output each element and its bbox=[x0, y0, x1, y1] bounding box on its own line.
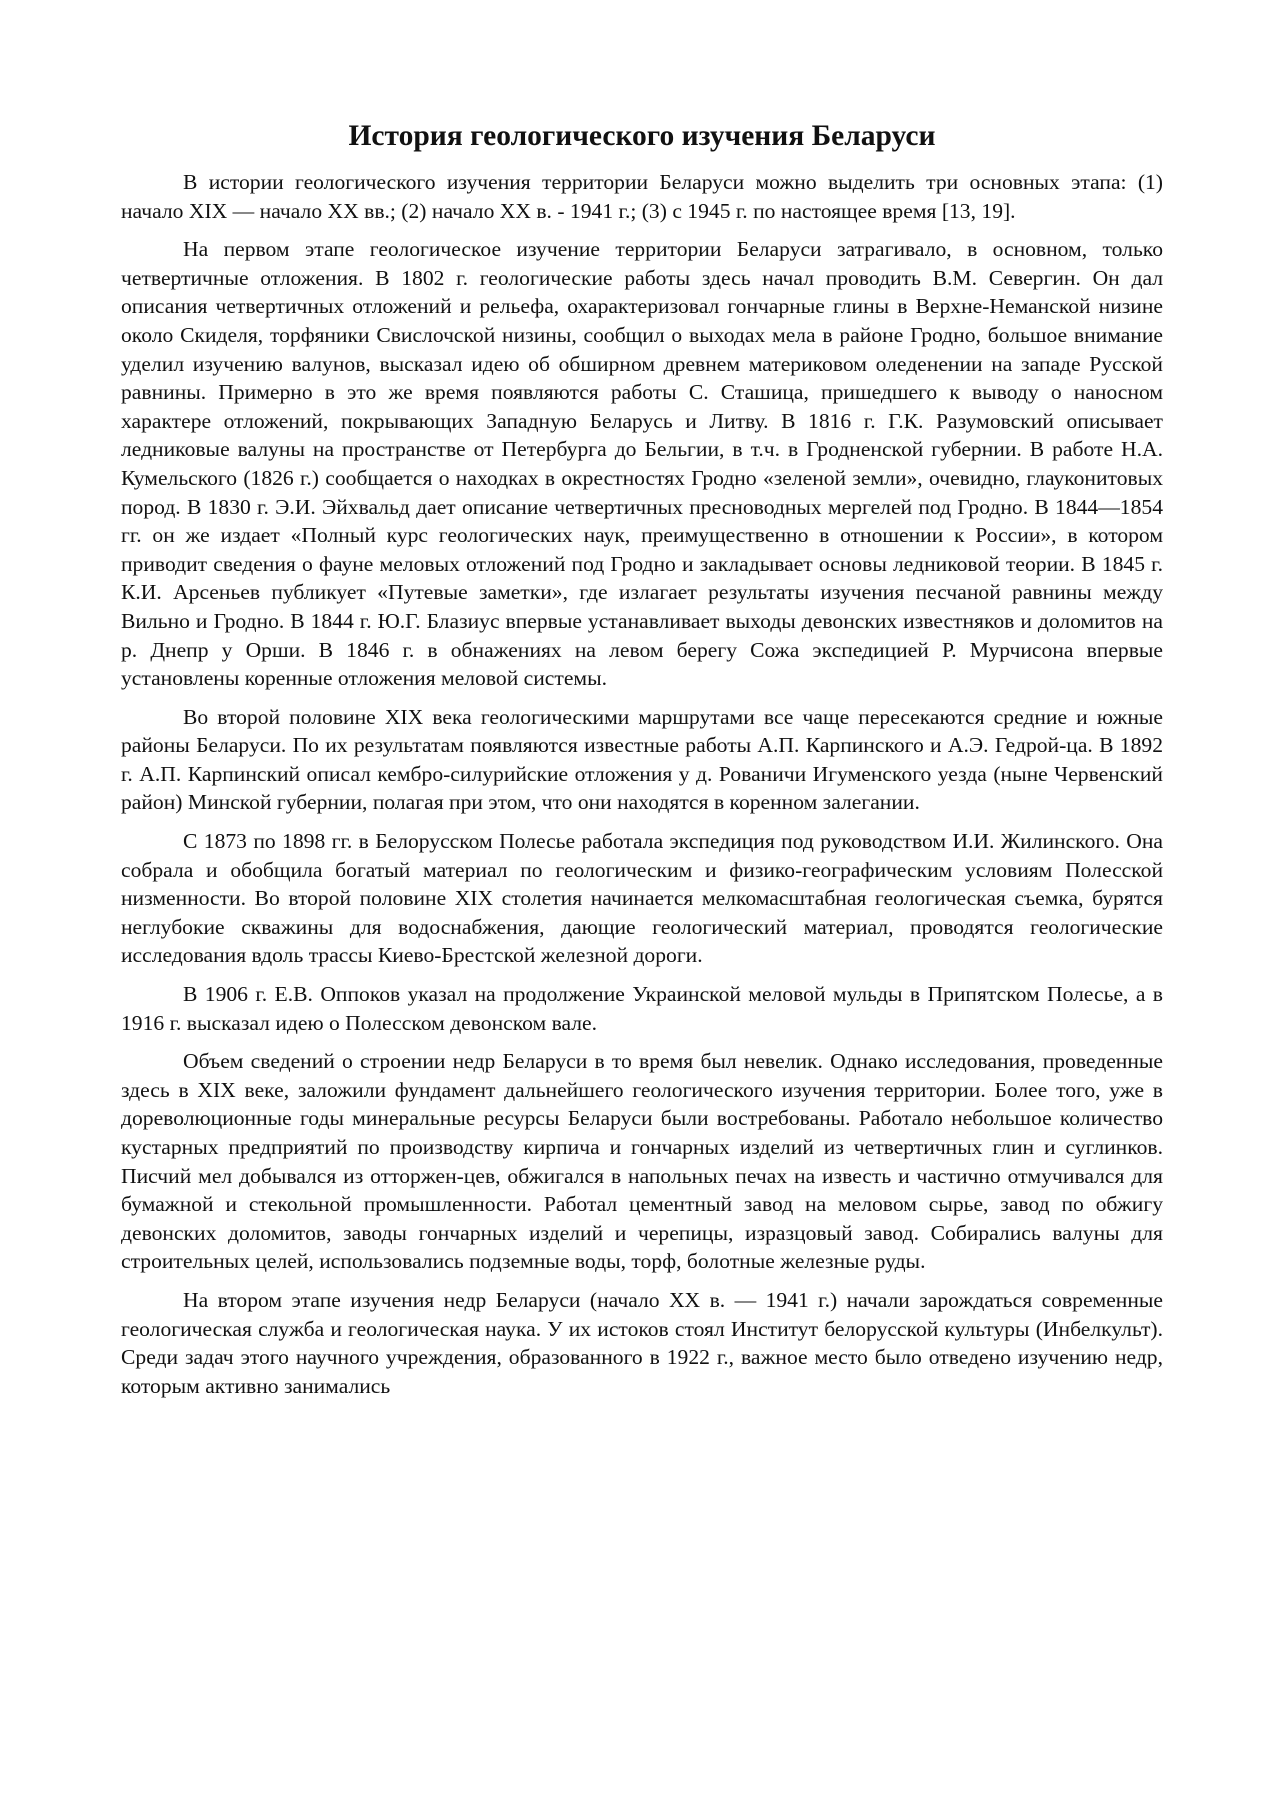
paragraph-second-stage: На втором этапе изучения недр Беларуси (начало XX в. — 1941 г.) начали зарождаться современные геологическая служба и геологическая наука. У их истоков стоял Институт белорусской культуры (Инбелкульт). Среди задач этого научного учреждения, образованного в 1922 г., важное место было отведено изучению недр, которым активно занимались bbox=[121, 1287, 1163, 1398]
paragraph-zhilinsky-expedition: С 1873 по 1898 гг. в Белорусском Полесье работала экспедиция под руководством И.И. Жилинского. Она собрала и обобщила богатый материал по геологическим и физико-географическим условиям Полесской низменности. Во второй половине XIX столетия начинается мелкомасштабная геологическая съемка, бурятся неглубокие скважины для водоснабжения, дающие геологический материал, проводятся геологические исследования вдоль трассы Киево-Брестской железной дороги. bbox=[121, 829, 1163, 968]
paragraph-first-stage: На первом этапе геологическое изучение территории Беларуси затрагивало, в основном, только четвертичные отложения. В 1802 г. геологические работы здесь начал проводить В.М. Севергин. Он дал описания четвертичных отложений и рельефа, охарактеризовал гончарные глины в Верхне-Неманской низине около Скиделя, торфяники Свислочской низины, сообщил о выходах мела в районе Гродно, большое внимание уделил изучению валунов, высказал идею об обширном древнем материковом оледенении на западе Русской равнины. Примерно в это же время появляются работы С. Сташица, пришедшего к выводу о наносном характере отложений, покрывающих Западную Беларусь и Литву. В 1816 г. Г.К. Разумовский описывает ледниковые валуны на пространстве от Петербурга до Бельгии, в т.ч. в Гродненской губернии. В работе Н.А. Кумельского (1826 г.) сообщается о находках в окрестностях Гродно «зеленой земли», очевидно, глауконитовых пород. В 1830 г. Э.И. Эйхвальд дает описание четвертичных пресноводных мергелей под Гродно. В 1844—1854 гг. он же издает «Полный курс геологических наук, преимущественно в отношении к России», в котором приводит сведения о фауне меловых отложений под Гродно и закладывает основы ледниковой теории. В 1845 г. К.И. Арсеньев публикует «Путевые заметки», где излагает результаты изучения песчаной равнины между Вильно и Гродно. В 1844 г. Ю.Г. Блазиус впервые устанавливает выходы девонских известняков и доломитов на р. Днепр у Орши. В 1846 г. в обнажениях на левом берегу Сожа экспедицией Р. Мурчисона впервые установлены коренные отложения меловой системы. bbox=[121, 237, 1163, 691]
paragraph-mineral-resources: Объем сведений о строении недр Беларуси в то время был невелик. Однако исследования, проведенные здесь в XIX веке, заложили фундамент дальнейшего геологического изучения территории. Более того, уже в дореволюционные годы минеральные ресурсы Беларуси были востребованы. Работало небольшое количество кустарных предприятий по производству кирпича и гончарных изделий из четвертичных глин и суглинков. Писчий мел добывался из отторжен-цев, обжигался в напольных печах на известь и частично отмучивался для бумажной и стекольной промышленности. Работал цементный завод на меловом сырье, завод по обжигу девонских доломитов, заводы гончарных изделий и черепицы, изразцовый завод. Собирались валуны для строительных целей, использовались подземные воды, торф, болотные железные руды. bbox=[121, 1049, 1163, 1274]
paragraph-stages: В истории геологического изучения территории Беларуси можно выделить три основных этапа: (1) начало XIX — начало XX вв.; (2) начало XX в. - 1941 г.; (3) с 1945 г. по настоящее время [13, 19]. bbox=[121, 170, 1163, 223]
paragraph-oppokov: В 1906 г. Е.В. Оппоков указал на продолжение Украинской меловой мульды в Припятском Полесье, а в 1916 г. высказал идею о Полесском девонском вале. bbox=[121, 982, 1163, 1035]
paragraph-second-half-xix: Во второй половине XIX века геологическими маршрутами все чаще пересекаются средние и южные районы Беларуси. По их результатам появляются известные работы А.П. Карпинского и А.Э. Гедрой-ца. В 1892 г. А.П. Карпинский описал кембро-силурийские отложения у д. Рованичи Игуменского уезда (ныне Червенский район) Минской губернии, полагая при этом, что они находятся в коренном залегании. bbox=[121, 704, 1163, 815]
document-title: История геологического изучения Беларуси bbox=[348, 120, 936, 152]
